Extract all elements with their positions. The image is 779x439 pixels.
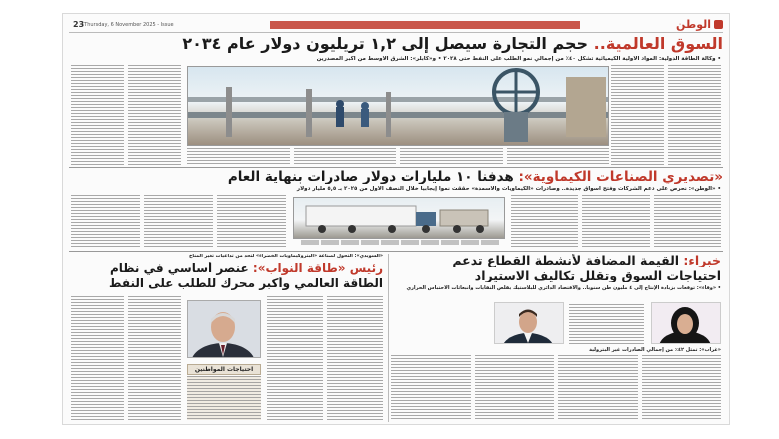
article4-box-title: احتياجات المواطنين: [187, 364, 261, 375]
text-column: [582, 195, 649, 247]
issue-date: Thursday, 6 November 2025 - Issue: [84, 21, 174, 28]
section-bar: [270, 21, 580, 29]
section-divider: [69, 251, 723, 252]
text-column: [187, 376, 261, 420]
article1-columns-middle: [187, 148, 609, 164]
woman-portrait-icon: [651, 303, 720, 344]
article3-headline-line2: احتياجات السوق وتقلل تكاليف الاستيراد: [474, 269, 721, 283]
article4-columns-right: [267, 296, 383, 420]
article2-columns-right: [511, 195, 721, 247]
text-column: [144, 195, 213, 247]
text-column: [217, 195, 286, 247]
text-column: [400, 148, 503, 164]
page-number: 23: [73, 20, 85, 29]
text-column: [611, 65, 664, 165]
article1-headline-red: السوق العالمية..: [593, 36, 723, 53]
official-portrait-icon: [187, 301, 260, 358]
text-column: [642, 355, 722, 421]
article1-columns-left: [71, 65, 181, 165]
article4-columns-left: [71, 296, 181, 420]
text-column: [187, 148, 290, 164]
article3-columns: [391, 355, 721, 421]
text-column: [71, 195, 140, 247]
text-column: [71, 296, 124, 420]
text-column: [128, 65, 181, 165]
article4-kicker: «السويدي»: التحول لصناعة «البتروكيماويات الخضراء» لتحد من تداعيات تغير المناخ: [188, 254, 383, 259]
text-column: [294, 148, 397, 164]
article3-headline-dark: القيمة المضافة لأنشطة القطاع تدعم: [452, 254, 680, 268]
article2-headline-dark: هدفنا ١٠ مليارات دولار صادرات بنهاية العام: [227, 170, 514, 185]
article3-headline-red: خبراء:: [679, 254, 721, 268]
text-column: [569, 304, 644, 344]
logo-text: الوطن: [675, 18, 711, 31]
article1-subhead: • وكالة الطاقة الدولية: المواد الأولية الكيميائية تشكل ٤٠٪ من إجمالي نمو الطلب على النفط حتى ٢٠٢٨ • و«كابلر»: الشرق الأوسط من أكبر المصدرين: [316, 56, 721, 62]
article3-columns-top: [569, 304, 644, 344]
text-column: [475, 355, 555, 421]
industrial-valve-illustration: [187, 67, 608, 146]
text-column: [267, 296, 323, 420]
article1-headline-dark: حجم التجارة سيصل إلى ١,٢ تريليون دولار عام ٢٠٣٤: [182, 36, 594, 53]
article3-quote: «غراب»: تمثل ٤٢٪ من إجمالي الصادرات غير البترولية: [589, 347, 721, 353]
article4-headline-line2: الطاقة العالمي وأكبر محرك للطلب على النفط: [109, 277, 383, 290]
newspaper-page: [62, 13, 730, 425]
text-column: [654, 195, 721, 247]
article4-headline-dark: عنصر أساسي في نظام: [109, 262, 249, 275]
text-column: [558, 355, 638, 421]
text-column: [507, 148, 610, 164]
article2-columns-left: [71, 195, 286, 247]
article4-portrait: [187, 300, 261, 358]
article3-portrait-woman: [651, 302, 721, 344]
article1-headline: [69, 36, 723, 53]
article2-subhead: • «الوطن»: نحرص على دعم الشركات وفتح أسواق جديدة.. وصادرات «الكيماويات والأسمدة» حققت نمواً إيجابياً خلال النصف الأول من ٢٠٢٥ بـ ٥,٥ مليار دولار: [296, 186, 721, 192]
article1-columns-right: [611, 65, 721, 165]
man-portrait-icon: [494, 303, 563, 344]
article1-photo: [187, 66, 609, 146]
newspaper-logo: [676, 18, 723, 31]
logo-mark-icon: [714, 20, 723, 29]
truck-illustration: [293, 198, 504, 239]
photo-caption: [299, 240, 499, 245]
article4-headline-red: رئيس «طاقة النواب»:: [248, 262, 383, 275]
article3-subhead: • «وقاء»: توقعات بزيادة الإنتاج إلى ٤ مليون طن سنوياً.. والاقتصاد الدائري للبلاستيك يقلص النفايات وانبعاثات الاحتباس الحراري: [406, 285, 721, 291]
text-column: [71, 65, 124, 165]
text-column: [511, 195, 578, 247]
article2-headline: [69, 170, 723, 184]
article3-portrait-man: [494, 302, 564, 344]
text-column: [128, 296, 181, 420]
article3-headline: [391, 254, 721, 267]
text-column: [668, 65, 721, 165]
text-column: [391, 355, 471, 421]
text-column: [327, 296, 383, 420]
article4-headline: [71, 262, 383, 275]
article2-headline-red: «تصديري الصناعات الكيماوية»:: [513, 170, 723, 185]
section-divider: [69, 167, 723, 168]
article4-box-text: [187, 376, 261, 420]
column-divider: [388, 254, 389, 422]
article2-photo: [293, 197, 505, 239]
masthead: [69, 17, 723, 33]
